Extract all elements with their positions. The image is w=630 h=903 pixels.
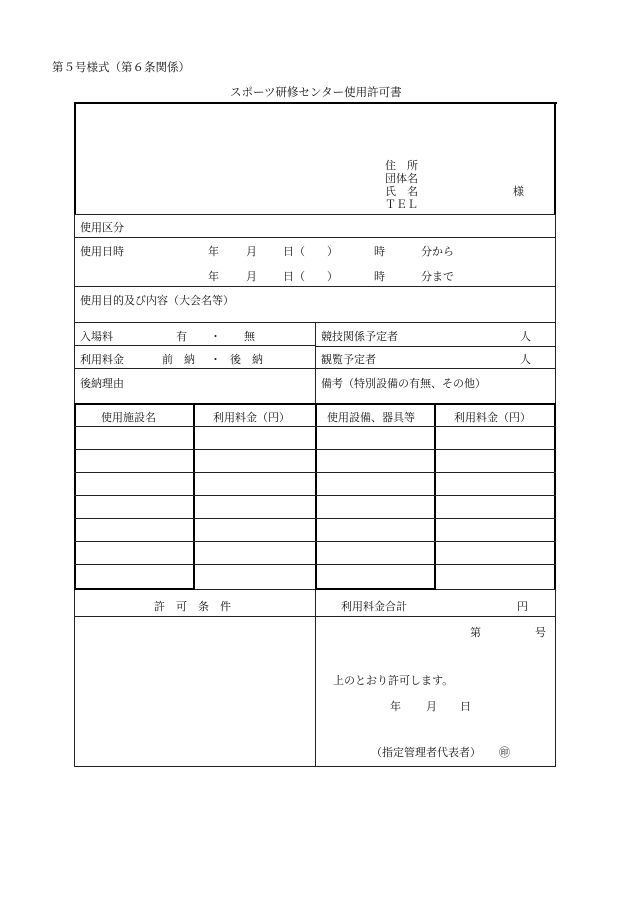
until-hour: 時	[374, 270, 385, 283]
equipment-header: 使用設備、器具等	[327, 411, 415, 424]
facility-fee-header: 利用料金（円）	[213, 411, 290, 424]
permit-dai: 第	[470, 626, 481, 639]
admission-yes: 有	[176, 330, 187, 343]
fee-payment-dot: ・	[210, 353, 221, 366]
permit-month: 月	[426, 700, 437, 713]
name-label: 氏 名	[385, 185, 418, 198]
competitors-label: 競技関係予定者	[321, 330, 398, 343]
spectators-unit: 人	[520, 353, 531, 366]
tel-label: ＴＥＬ	[385, 198, 418, 211]
from-hour: 時	[374, 245, 385, 258]
fee-prepay: 前 納	[162, 353, 195, 366]
until-month: 月	[246, 270, 257, 283]
admission-label: 入場料	[80, 330, 113, 343]
form-number: 第５号様式（第６条関係）	[52, 60, 190, 74]
until-minute: 分まで	[421, 270, 454, 283]
form-title: スポーツ研修センター使用許可書	[230, 85, 402, 99]
admission-no: 無	[244, 330, 255, 343]
from-year: 年	[208, 245, 219, 258]
facility-header: 使用施設名	[101, 411, 156, 424]
until-day: 日（ ）	[283, 270, 338, 283]
honorific: 様	[513, 185, 524, 198]
permit-go: 号	[535, 626, 546, 639]
group-label: 団体名	[385, 172, 418, 185]
seal-icon: ㊞	[499, 746, 510, 759]
conditions-label: 許 可 条 件	[154, 600, 231, 613]
remarks-label: 備考（特別設備の有無、その他）	[321, 377, 486, 390]
purpose-label: 使用目的及び内容（大会名等）	[80, 294, 234, 307]
from-minute: 分から	[421, 245, 454, 258]
spectators-label: 観覧予定者	[321, 353, 376, 366]
from-day: 日（ ）	[283, 245, 338, 258]
permit-day: 日	[460, 700, 471, 713]
permit-year: 年	[390, 700, 401, 713]
usage-datetime-label: 使用日時	[80, 245, 124, 258]
usage-category-label: 使用区分	[80, 221, 124, 234]
fee-postpay: 後 納	[230, 353, 263, 366]
from-month: 月	[246, 245, 257, 258]
admission-dot: ・	[210, 330, 221, 343]
equipment-fee-header: 利用料金（円）	[454, 411, 531, 424]
fee-payment-label: 利用料金	[80, 353, 124, 366]
permit-statement: 上のとおり許可します。	[333, 674, 454, 687]
competitors-unit: 人	[520, 330, 531, 343]
postpay-reason-label: 後納理由	[80, 377, 124, 390]
fee-total-label: 利用料金合計	[341, 600, 407, 613]
address-label: 住 所	[385, 159, 418, 172]
permit-signer: （指定管理者代表者）	[371, 746, 481, 759]
fee-total-unit: 円	[517, 600, 528, 613]
until-year: 年	[208, 270, 219, 283]
